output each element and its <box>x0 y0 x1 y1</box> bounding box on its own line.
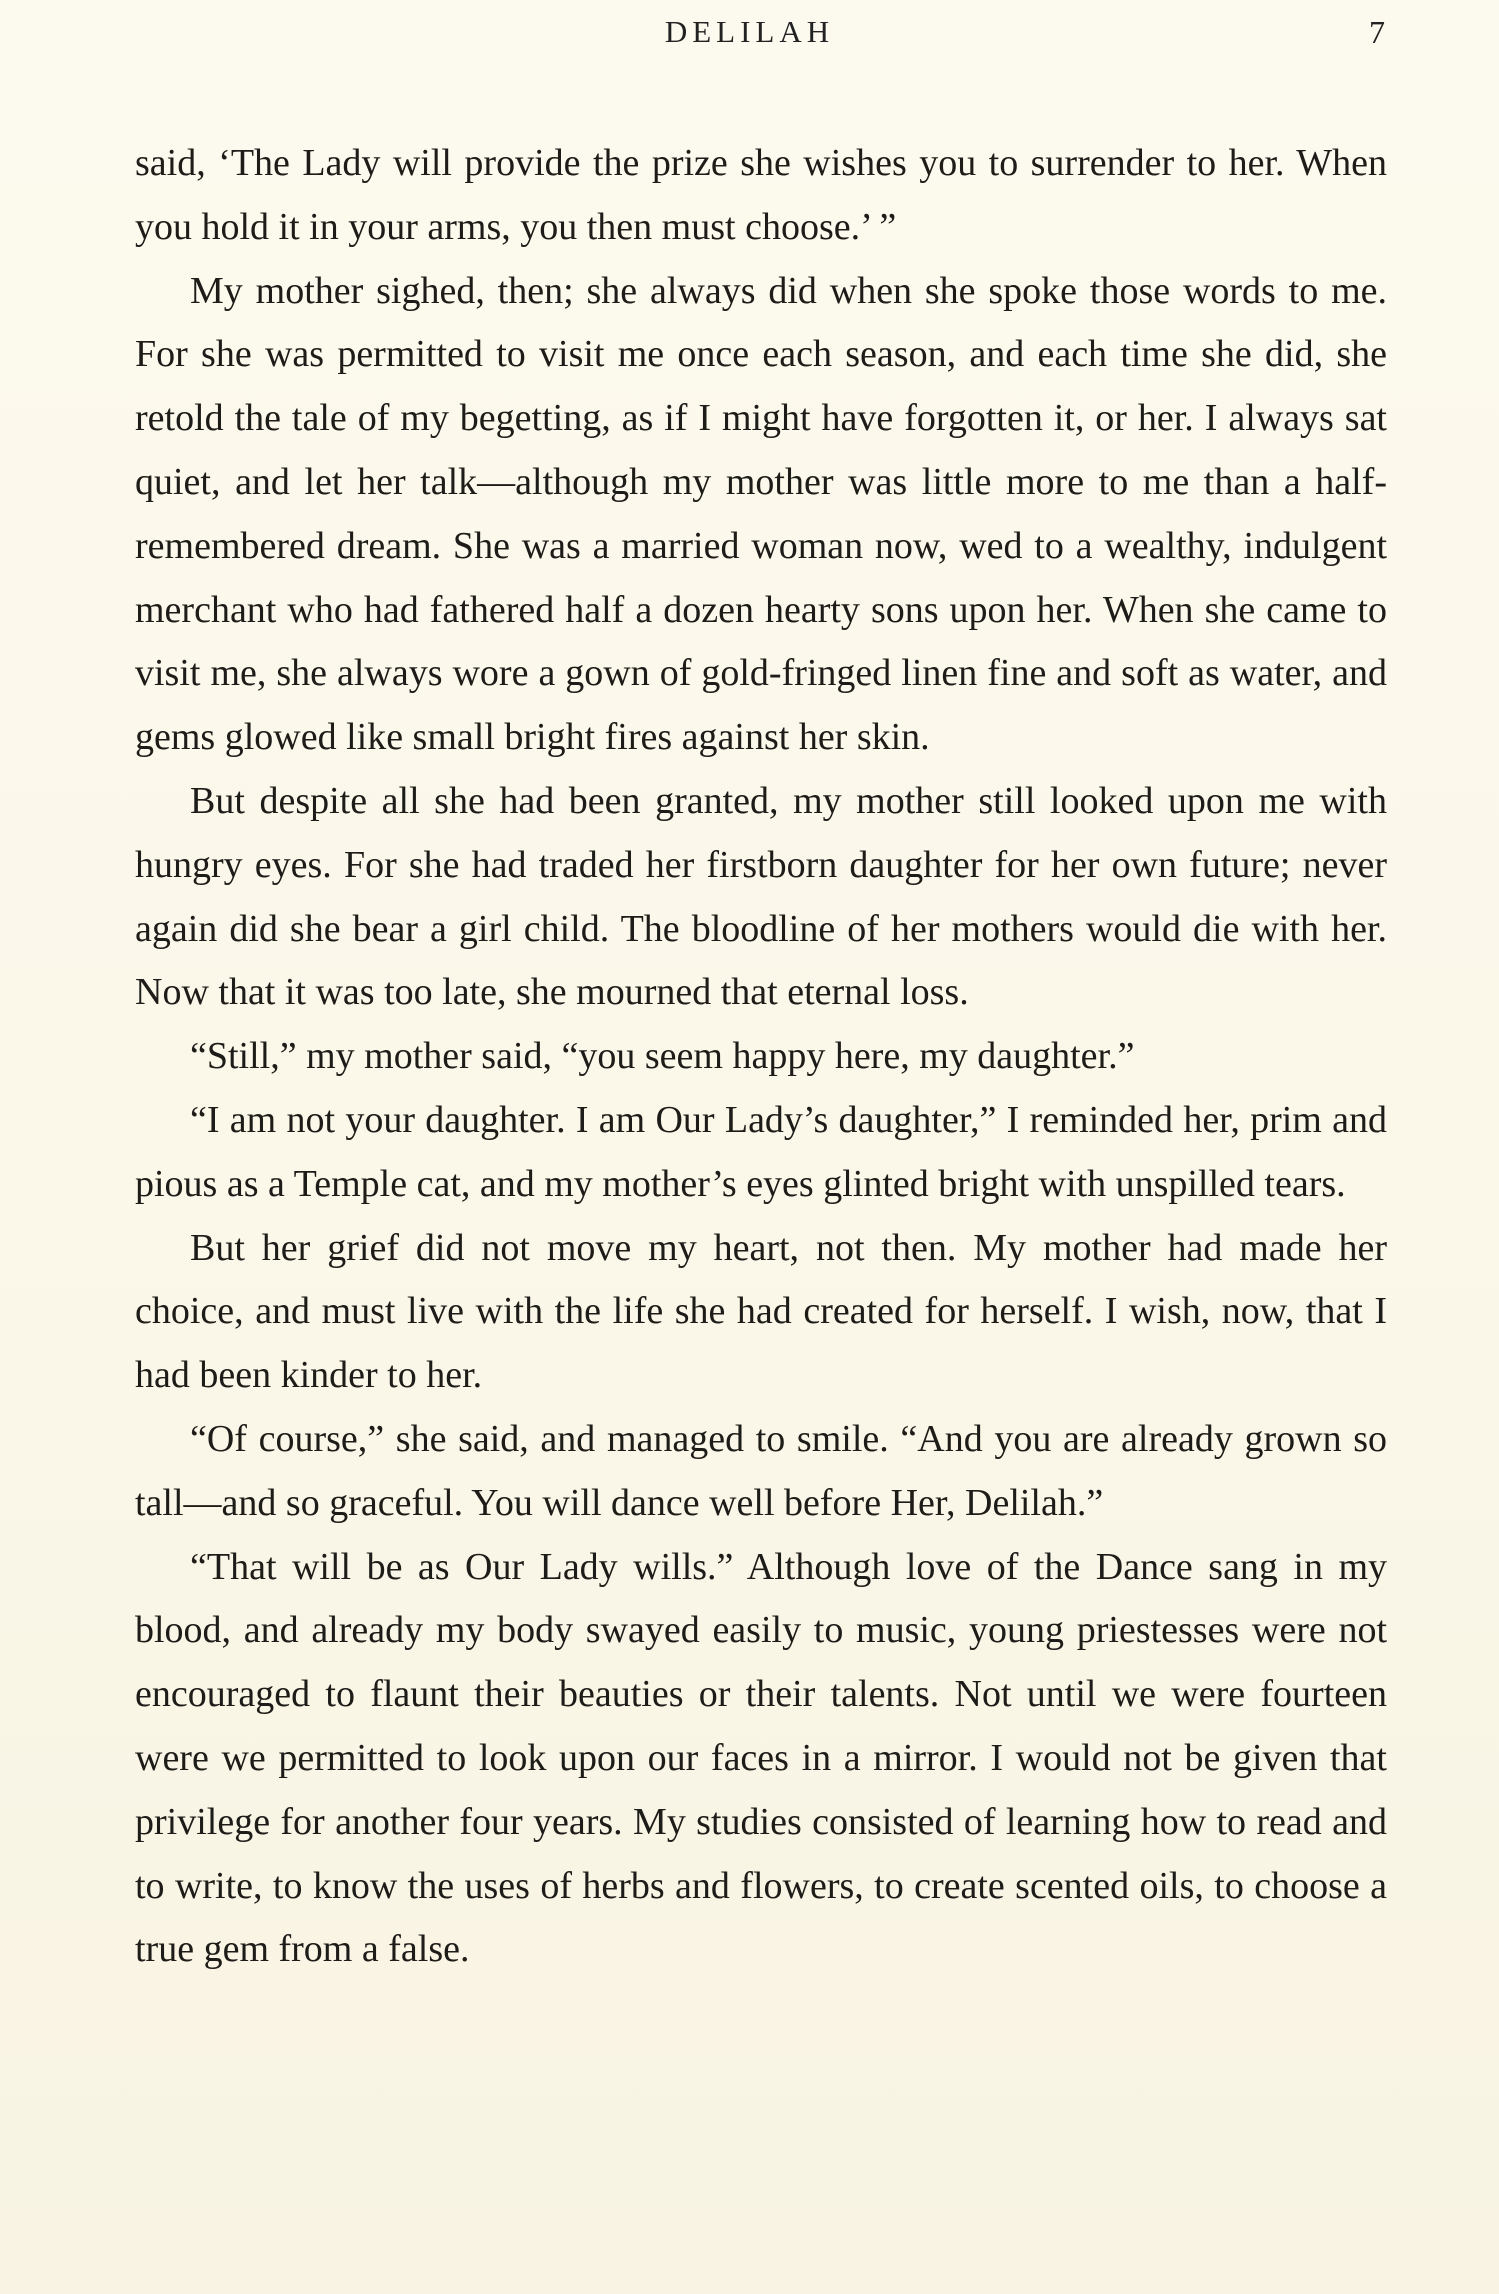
paragraph-3: But despite all she had been granted, my mother still looked upon me with hungry eyes. For she had traded her firstborn daughter for her own future; never again did she bear a girl child. The bloodline of her mothers would die with her. Now that it was too late, she mourned that eternal loss. <box>135 779 1387 1014</box>
paragraph-4: “Still,” my mother said, “you seem happy here, my daughter.” <box>190 1035 1135 1078</box>
paragraph-5: “I am not your daughter. I am Our Lady’s daughter,” I reminded her, prim and pious as a Temple cat, and my mother’s eyes glinted bright with unspilled tears. <box>135 1098 1387 1205</box>
body-text <box>135 132 1387 1982</box>
page-number: 7 <box>1369 14 1385 50</box>
running-head <box>0 14 1499 64</box>
paragraph-1: said, ‘The Lady will provide the prize she wishes you to surrender to her. When you hold it in your arms, you then must choose.’ ” <box>135 142 1387 248</box>
paragraph-2: My mother sighed, then; she always did when she spoke those words to me. For she was permitted to visit me once each season, and each time she did, she retold the tale of my begetting, as if I might have forgotten it, or her. I always sat quiet, and let her talk—although my mother was little more to me than a half-remembered dream. She was a married woman now, wed to a wealthy, indulgent merchant who had fathered half a dozen hearty sons upon her. When she came to visit me, she always wore a gown of gold-fringed linen fine and soft as water, and gems glowed like small bright fires against her skin. <box>135 269 1387 759</box>
paragraph-6: But her grief did not move my heart, not then. My mother had made her choice, and must live with the life she had created for herself. I wish, now, that I had been kinder to her. <box>135 1226 1387 1397</box>
running-title: DELILAH <box>664 14 835 49</box>
paragraph-7: “Of course,” she said, and managed to smile. “And you are already grown so tall—and so graceful. You will dance well before Her, Delilah.” <box>135 1417 1387 1524</box>
paragraph-8: “That will be as Our Lady wills.” Although love of the Dance sang in my blood, and already my body swayed easily to music, young priestesses were not encouraged to flaunt their beauties or their talents. Not until we were fourteen were we permitted to look upon our faces in a mirror. I would not be given that privilege for another four years. My studies consisted of learning how to read and to write, to know the uses of herbs and flowers, to create scented oils, to choose a true gem from a false. <box>135 1545 1387 1971</box>
